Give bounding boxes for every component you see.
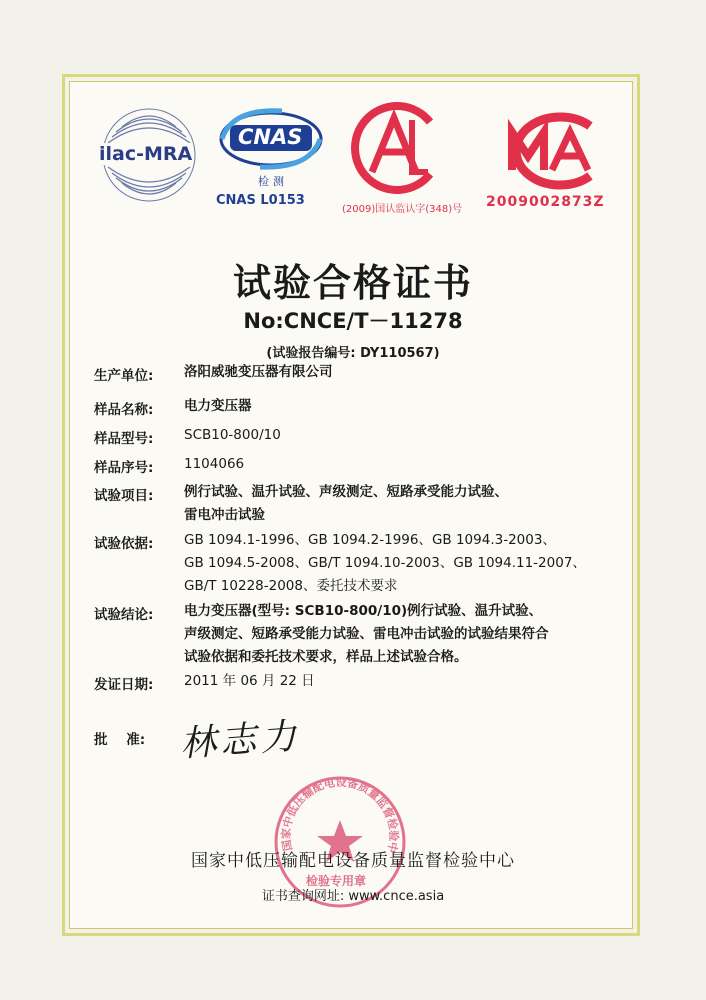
certificate-query-website: 证书查询网址: www.cnce.asia bbox=[261, 889, 445, 904]
field-label: 样品名称: bbox=[94, 402, 154, 418]
report-number: (试验报告编号: DY110567) bbox=[266, 346, 440, 361]
cnas-sub-text: 检测 bbox=[258, 175, 288, 188]
certificate-number: No:CNCE/T－11278 bbox=[243, 309, 463, 333]
certificate-title: 试验合格证书 bbox=[232, 261, 473, 305]
field-label: 样品序号: bbox=[94, 460, 154, 476]
field-value: 洛阳威驰变压器有限公司 bbox=[184, 364, 333, 380]
ilac-mra-text: ilac-MRA bbox=[99, 143, 193, 165]
field-value: SCB10-800/10 bbox=[184, 427, 281, 443]
field-label: 样品型号: bbox=[94, 431, 154, 447]
cma-code: 2009002873Z bbox=[486, 194, 605, 210]
cal-logo bbox=[342, 100, 463, 215]
cnas-top-text: CNAS bbox=[238, 125, 303, 149]
cnas-logo bbox=[212, 103, 330, 208]
seal-bottom-text: 检验专用章 bbox=[306, 874, 367, 888]
field-value: 例行试验、温升试验、声级测定、短路承受能力试验、 雷电冲击试验 bbox=[184, 484, 508, 523]
cma-logo bbox=[478, 112, 608, 210]
field-value: 电力变压器(型号: SCB10-800/10)例行试验、温升试验、 声级测定、短路承受能力试验、雷电冲击试验的试验结果符合 试验依据和委托技术要求，样品上述试验合格。 bbox=[184, 603, 549, 665]
seal-arc-text: 国家中低压输配电设备质量监督检验中 bbox=[279, 775, 401, 855]
field-label: 发证日期: bbox=[94, 677, 154, 693]
field-label: 生产单位: bbox=[94, 368, 154, 384]
field-label: 试验结论: bbox=[94, 607, 154, 623]
ilac-mra-logo bbox=[96, 105, 202, 205]
field-label: 试验依据: bbox=[94, 536, 154, 552]
field-label: 试验项目: bbox=[94, 488, 154, 504]
signature: 林志力 bbox=[178, 715, 302, 766]
field-value: 2011 年 06 月 22 日 bbox=[184, 673, 315, 689]
approve-label: 批 准: bbox=[94, 732, 146, 748]
field-value: 电力变压器 bbox=[184, 398, 252, 414]
field-value: 1104066 bbox=[184, 456, 245, 472]
issuing-center-name: 国家中低压输配电设备质量监督检验中心 bbox=[191, 851, 515, 871]
field-value: GB 1094.1-1996、GB 1094.2-1996、GB 1094.3-2003、 GB 1094.5-2008、GB/T 1094.10-2003、GB 1094.11-2007、 GB/T 10228-2008、委托技术要求 bbox=[184, 532, 586, 594]
cal-caption: (2009)国认监认字(348)号 bbox=[342, 204, 463, 215]
cnas-code: CNAS L0153 bbox=[216, 193, 305, 208]
